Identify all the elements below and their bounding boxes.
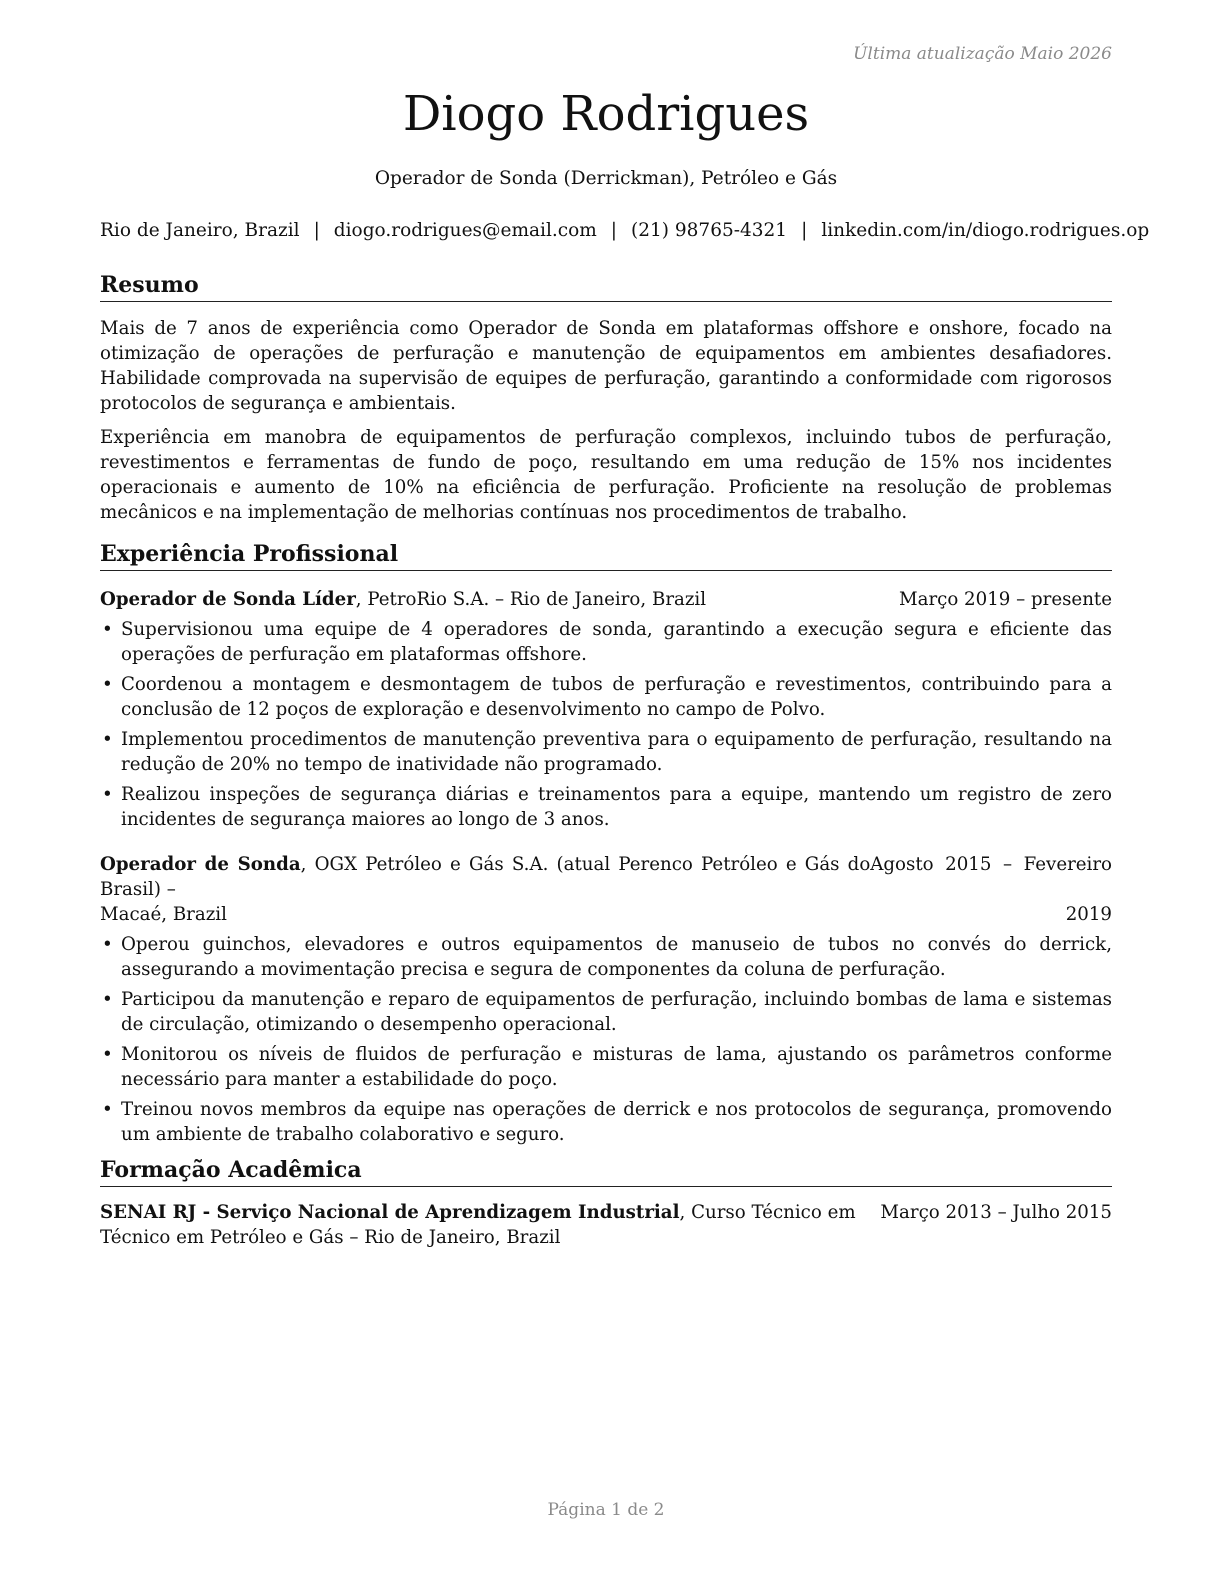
contact-email[interactable]: diogo.rodrigues@email.com xyxy=(333,220,597,241)
education-school: SENAI RJ - Serviço Nacional de Aprendizagem Industrial xyxy=(100,1202,680,1223)
section-title-experience: Experiência Profissional xyxy=(100,539,1112,571)
job-dates-end: 2019 xyxy=(1065,904,1112,925)
candidate-name: Diogo Rodrigues xyxy=(402,86,810,142)
contact-location: Rio de Janeiro, Brazil xyxy=(100,220,300,241)
job-company: , PetroRio S.A. – Rio de Janeiro, Brazil xyxy=(355,589,707,610)
job-role: Operador de Sonda xyxy=(100,854,301,875)
job-header xyxy=(100,587,1112,612)
job-bullets xyxy=(100,617,1112,832)
list-item: • Participou da manutenção e reparo de equipamentos de perfuração, incluindo bombas de lama e sistemas de circulação, otimizando o desempenho operacional. xyxy=(100,987,1112,1037)
list-item: • Treinou novos membros da equipe nas operações de derrick e nos protocolos de segurança, promovendo um ambiente de trabalho colaborativo e seguro. xyxy=(100,1097,1112,1147)
contact-separator: | xyxy=(610,220,618,241)
list-item: • Implementou procedimentos de manutenção preventiva para o equipamento de perfuração, resultando na redução de 20% no tempo de inatividade não programado. xyxy=(100,727,1112,777)
summary-paragraph: Experiência em manobra de equipamentos de perfuração complexos, incluindo tubos de perfuração, revestimentos e ferramentas de fundo de poço, resultando em uma redução de 15% nos incidentes operacionais e aumento de 10% na eficiência de perfuração. Proficiente na resolução de problemas mecânicos e na implementação de melhorias contínuas nos procedimentos de trabalho. xyxy=(100,427,1112,523)
resume-content xyxy=(100,270,1112,1250)
page-number: Página 1 de 2 xyxy=(547,1500,665,1520)
contact-phone: (21) 98765-4321 xyxy=(631,220,788,241)
list-item: • Coordenou a montagem e desmontagem de tubos de perfuração e revestimentos, contribuindo para a conclusão de 12 poços de exploração e desenvolvimento no campo de Polvo. xyxy=(100,672,1112,722)
contact-separator: | xyxy=(313,220,320,241)
list-item: • Monitorou os níveis de fluidos de perfuração e misturas de lama, ajustando os parâmetros conforme necessário para manter a estabilidade do poço. xyxy=(100,1042,1112,1092)
job-role: Operador de Sonda Líder xyxy=(100,589,356,610)
job-dates: Agosto 2015 – Fevereiro xyxy=(870,854,1112,875)
headline: Operador de Sonda (Derrickman), Petróleo e Gás xyxy=(374,168,838,189)
contact-separator: | xyxy=(801,220,808,241)
job-entry xyxy=(100,587,1112,832)
education-dates: Março 2013 – Julho 2015 xyxy=(880,1202,1112,1223)
summary-paragraph: Mais de 7 anos de experiência como Operador de Sonda em plataformas offshore e onshore, focado na otimização de operações de perfuração e manutenção de equipamentos em ambientes desafiadores. Habilidade comprovada na supervisão de equipes de perfuração, garantindo a conformidade com rigorosos protocolos de segurança e ambientais. xyxy=(100,318,1112,414)
section-title-education: Formação Acadêmica xyxy=(100,1155,1112,1187)
list-item: • Realizou inspeções de segurança diárias e treinamentos para a equipe, mantendo um registro de zero incidentes de segurança maiores ao longo de 3 anos. xyxy=(100,782,1112,832)
education-entry xyxy=(100,1200,1112,1250)
last-updated: Última atualização Maio 2026 xyxy=(853,44,1112,64)
contact-line xyxy=(100,220,1150,241)
education-course: , Curso Técnico em Técnico em Petróleo e Gás – Rio de Janeiro, Brazil xyxy=(100,1202,856,1248)
job-bullets xyxy=(100,932,1112,1147)
list-item: • Operou guinchos, elevadores e outros equipamentos de manuseio de tubos no convés do derrick, assegurando a movimentação precisa e segura de componentes da coluna de perfuração. xyxy=(100,932,1112,982)
list-item: • Supervisionou uma equipe de 4 operadores de sonda, garantindo a execução segura e eficiente das operações de perfuração em plataformas offshore. xyxy=(100,617,1112,667)
job-company: , OGX Petróleo e Gás S.A. (atual Perenco Petróleo e Gás do Brasil) – xyxy=(100,854,871,900)
section-title-summary: Resumo xyxy=(100,270,1112,302)
job-location: Macaé, Brazil xyxy=(100,904,227,925)
job-dates: Março 2019 – presente xyxy=(898,589,1112,610)
job-entry xyxy=(100,852,1112,1147)
job-header xyxy=(100,852,1112,927)
contact-linkedin[interactable]: linkedin.com/in/diogo.rodrigues.op xyxy=(821,220,1150,241)
